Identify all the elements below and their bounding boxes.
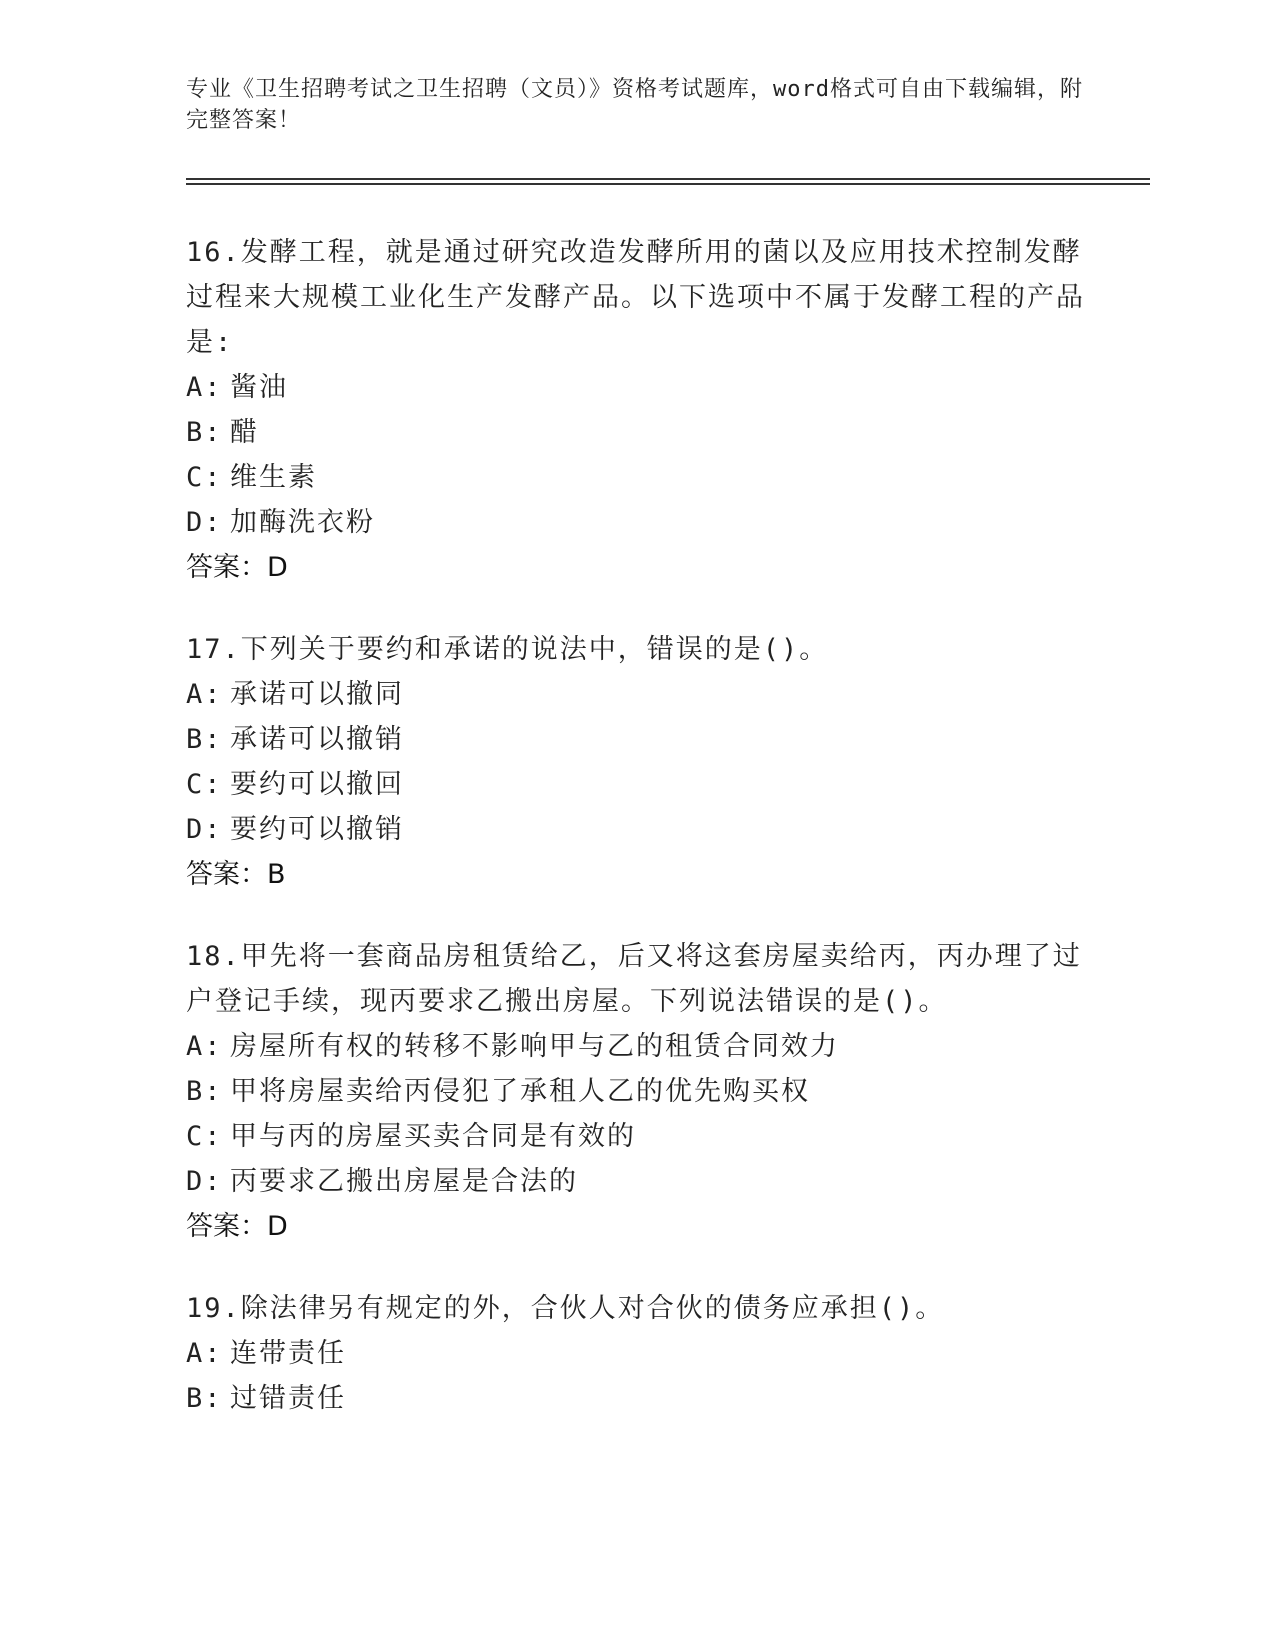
option-b xyxy=(186,410,1086,455)
option-key: B: xyxy=(186,724,223,755)
option-key: C: xyxy=(186,1121,223,1152)
option-text: 承诺可以撤同 xyxy=(230,679,404,710)
option-key: A: xyxy=(186,372,223,403)
option-key: D: xyxy=(186,1166,223,1197)
option-text: 房屋所有权的转移不影响甲与乙的租赁合同效力 xyxy=(230,1031,839,1062)
question-17 xyxy=(186,627,1086,897)
question-18 xyxy=(186,934,1086,1249)
option-text: 甲与丙的房屋买卖合同是有效的 xyxy=(230,1121,636,1152)
option-key: A: xyxy=(186,1338,223,1369)
option-c xyxy=(186,1114,1086,1159)
option-text: 承诺可以撤销 xyxy=(230,724,404,755)
option-b xyxy=(186,1069,1086,1114)
option-d xyxy=(186,1159,1086,1204)
question-19 xyxy=(186,1286,1086,1421)
option-b xyxy=(186,717,1086,762)
question-stem: 18.甲先将一套商品房租赁给乙，后又将这套房屋卖给丙，丙办理了过户登记手续，现丙要求乙搬出房屋。下列说法错误的是()。 xyxy=(186,941,1082,1017)
option-d xyxy=(186,500,1086,545)
option-text: 维生素 xyxy=(230,462,317,493)
option-key: B: xyxy=(186,417,223,448)
option-a xyxy=(186,672,1086,717)
option-key: C: xyxy=(186,769,223,800)
option-text: 醋 xyxy=(230,417,259,448)
option-key: A: xyxy=(186,679,223,710)
option-key: C: xyxy=(186,462,223,493)
option-key: B: xyxy=(186,1383,223,1414)
question-stem: 16.发酵工程，就是通过研究改造发酵所用的菌以及应用技术控制发酵过程来大规模工业化生产发酵产品。以下选项中不属于发酵工程的产品是: xyxy=(186,237,1085,358)
answer-label: 答案：D xyxy=(186,1211,288,1242)
question-stem: 17.下列关于要约和承诺的说法中，错误的是()。 xyxy=(186,634,829,665)
option-key: D: xyxy=(186,814,223,845)
header-rule-bottom xyxy=(186,183,1150,185)
option-text: 连带责任 xyxy=(230,1338,346,1369)
option-c xyxy=(186,455,1086,500)
option-b xyxy=(186,1376,1086,1421)
option-text: 甲将房屋卖给丙侵犯了承租人乙的优先购买权 xyxy=(230,1076,810,1107)
question-list xyxy=(186,230,1086,1458)
question-stem: 19.除法律另有规定的外，合伙人对合伙的债务应承担()。 xyxy=(186,1293,945,1324)
option-c xyxy=(186,762,1086,807)
option-text: 过错责任 xyxy=(230,1383,346,1414)
option-text: 要约可以撤回 xyxy=(230,769,404,800)
option-text: 加酶洗衣粉 xyxy=(230,507,375,538)
document-header: 专业《卫生招聘考试之卫生招聘（文员）》资格考试题库，word格式可自由下载编辑，附完整答案！ xyxy=(186,77,1083,133)
option-a xyxy=(186,1024,1086,1069)
option-key: B: xyxy=(186,1076,223,1107)
option-key: D: xyxy=(186,507,223,538)
option-text: 丙要求乙搬出房屋是合法的 xyxy=(230,1166,578,1197)
option-a xyxy=(186,1331,1086,1376)
option-key: A: xyxy=(186,1031,223,1062)
option-text: 要约可以撤销 xyxy=(230,814,404,845)
answer-label: 答案：D xyxy=(186,552,288,583)
option-a xyxy=(186,365,1086,410)
answer-label: 答案：B xyxy=(186,859,286,890)
header-rule-top xyxy=(186,178,1150,180)
question-16 xyxy=(186,230,1086,590)
option-d xyxy=(186,807,1086,852)
option-text: 酱油 xyxy=(230,372,288,403)
